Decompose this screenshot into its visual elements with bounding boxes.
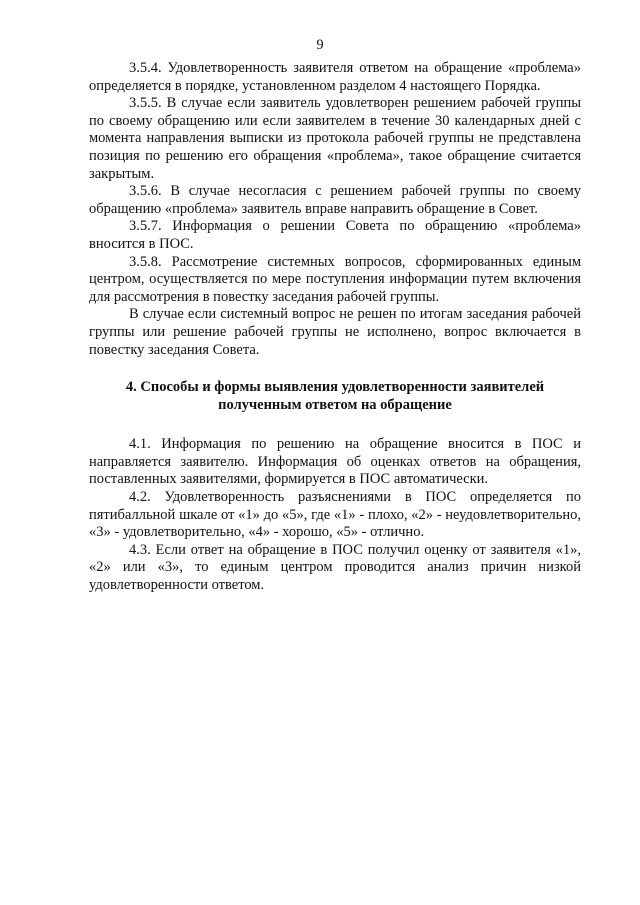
paragraph-4-1: 4.1. Информация по решению на обращение вносится в ПОС и направляется заявителю. Информация об оценках ответов на обращения, поставленных заявителями, формируется в ПОС автоматически. bbox=[89, 436, 581, 488]
paragraph-4-2: 4.2. Удовлетворенность разъяснениями в ПОС определяется по пятибалльной шкале от «1» до «5», где «1» - плохо, «2» - неудовлетворительно, «3» - удовлетворительно, «4» - хорошо, «5» - отлично. bbox=[89, 489, 581, 541]
page-number: 9 bbox=[316, 37, 324, 53]
section-4-heading-line-2: полученным ответом на обращение bbox=[218, 396, 452, 413]
paragraph-3-5-4: 3.5.4. Удовлетворенность заявителя ответом на обращение «проблема» определяется в порядке, установленном разделом 4 настоящего Порядка. bbox=[89, 60, 581, 94]
document-body bbox=[89, 60, 581, 595]
paragraph-3-5-6: 3.5.6. В случае несогласия с решением рабочей группы по своему обращению «проблема» заявитель вправе направить обращение в Совет. bbox=[89, 183, 581, 217]
paragraph-3-5-7: 3.5.7. Информация о решении Совета по обращению «проблема» вносится в ПОС. bbox=[89, 218, 581, 252]
section-4-heading bbox=[89, 379, 581, 414]
section-4-heading-line-1: 4. Способы и формы выявления удовлетворенности заявителей bbox=[125, 379, 545, 396]
paragraph-3-5-5: 3.5.5. В случае если заявитель удовлетворен решением рабочей группы по своему обращению или если заявителем в течение 30 календарных дней с момента направления выписки из протокола рабочей группы не представлена позиция по решению его обращения «проблема», такое обращение считается закрытым. bbox=[89, 95, 581, 182]
paragraph-3-5-8: 3.5.8. Рассмотрение системных вопросов, сформированных единым центром, осуществляется по мере поступления информации путем включения для рассмотрения в повестку заседания рабочей группы. bbox=[89, 253, 581, 305]
paragraph-4-3: 4.3. Если ответ на обращение в ПОС получил оценку от заявителя «1», «2» или «3», то единым центром проводится анализ причин низкой удовлетворенности ответом. bbox=[89, 541, 581, 594]
paragraph-systemic-question: В случае если системный вопрос не решен по итогам заседания рабочей группы или решение рабочей группы не исполнено, вопрос включается в повестку заседания Совета. bbox=[89, 306, 581, 358]
